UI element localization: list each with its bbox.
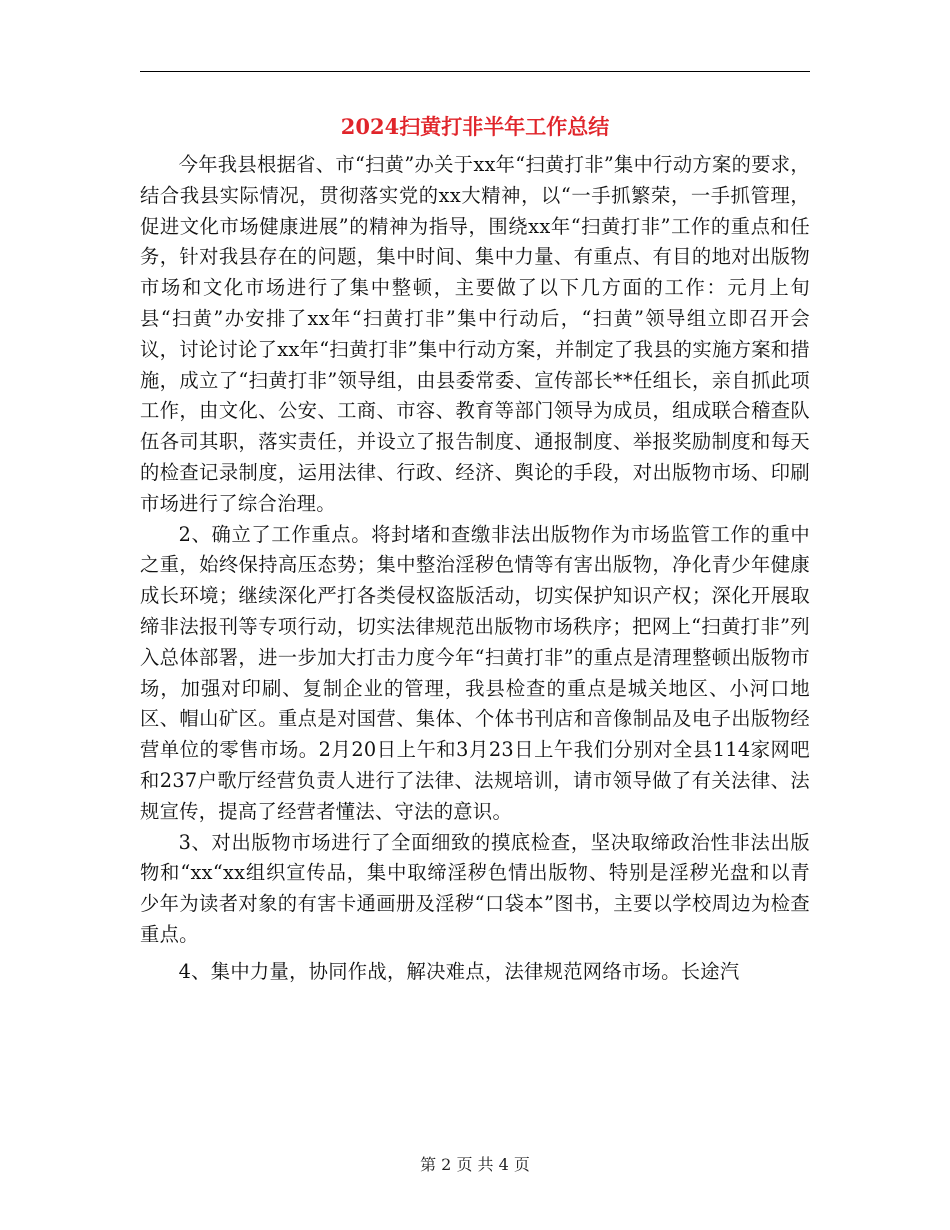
page-footer: 第 2 页 共 4 页 [420, 1155, 530, 1174]
document-title: 2024扫黄打非半年工作总结 [340, 114, 610, 139]
header-rule [140, 71, 810, 72]
paragraph-network-market: 4、集中力量，协同作战，解决难点，法律规范网络市场。长途汽 [178, 959, 740, 983]
paragraph-market-inspection: 3、对出版物市场进行了全面细致的摸底检查，坚决取缔政治性非法出版物和“xx“xx组织宣传品，集中取缔淫秽色情出版物、特别是淫秽光盘和以青少年为读者对象的有害卡通画册及淫秽“口袋本”图书，主要以学校周边为检查重点。 [140, 830, 810, 946]
paragraph-intro: 今年我县根据省、市“扫黄”办关于xx年“扫黄打非”集中行动方案的要求，结合我县实际情况，贯彻落实党的xx大精神，以“一手抓繁荣，一手抓管理，促进文化市场健康进展”的精神为指导，围绕xx年“扫黄打非”工作的重点和任务，针对我县存在的问题，集中时间、集中力量、有重点、有目的地对出版物市场和文化市场进行了集中整顿，主要做了以下几方面的工作：元月上旬县“扫黄”办安排了xx年“扫黄打非”集中行动后，“扫黄”领导组立即召开会议，讨论讨论了xx年“扫黄打非”集中行动方案，并制定了我县的实施方案和措施，成立了“扫黄打非”领导组，由县委常委、宣传部长**任组长，亲自抓此项工作，由文化、公安、工商、市容、教育等部门领导为成员，组成联合稽查队伍各司其职，落实责任，并设立了报告制度、通报制度、举报奖励制度和每天的检查记录制度，运用法律、行政、经济、舆论的手段，对出版物市场、印刷市场进行了综合治理。 [140, 153, 810, 515]
document-body [140, 150, 810, 988]
paragraph-work-focus: 2、确立了工作重点。将封堵和查缴非法出版物作为市场监管工作的重中之重，始终保持高压态势；集中整治淫秽色情等有害出版物，净化青少年健康成长环境；继续深化严打各类侵权盗版活动，切实保护知识产权；深化开展取缔非法报刊等专项行动，切实法律规范出版物市场秩序；把网上“扫黄打非”列入总体部署，进一步加大打击力度今年“扫黄打非”的重点是清理整顿出版物市场，加强对印刷、复制企业的管理，我县检查的重点是城关地区、小河口地区、帽山矿区。重点是对国营、集体、个体书刊店和音像制品及电子出版物经营单位的零售市场。2月20日上午和3月23日上午我们分别对全县114家网吧和237户歌厅经营负责人进行了法律、法规培训，请市领导做了有关法律、法规宣传，提高了经营者懂法、守法的意识。 [140, 522, 810, 823]
